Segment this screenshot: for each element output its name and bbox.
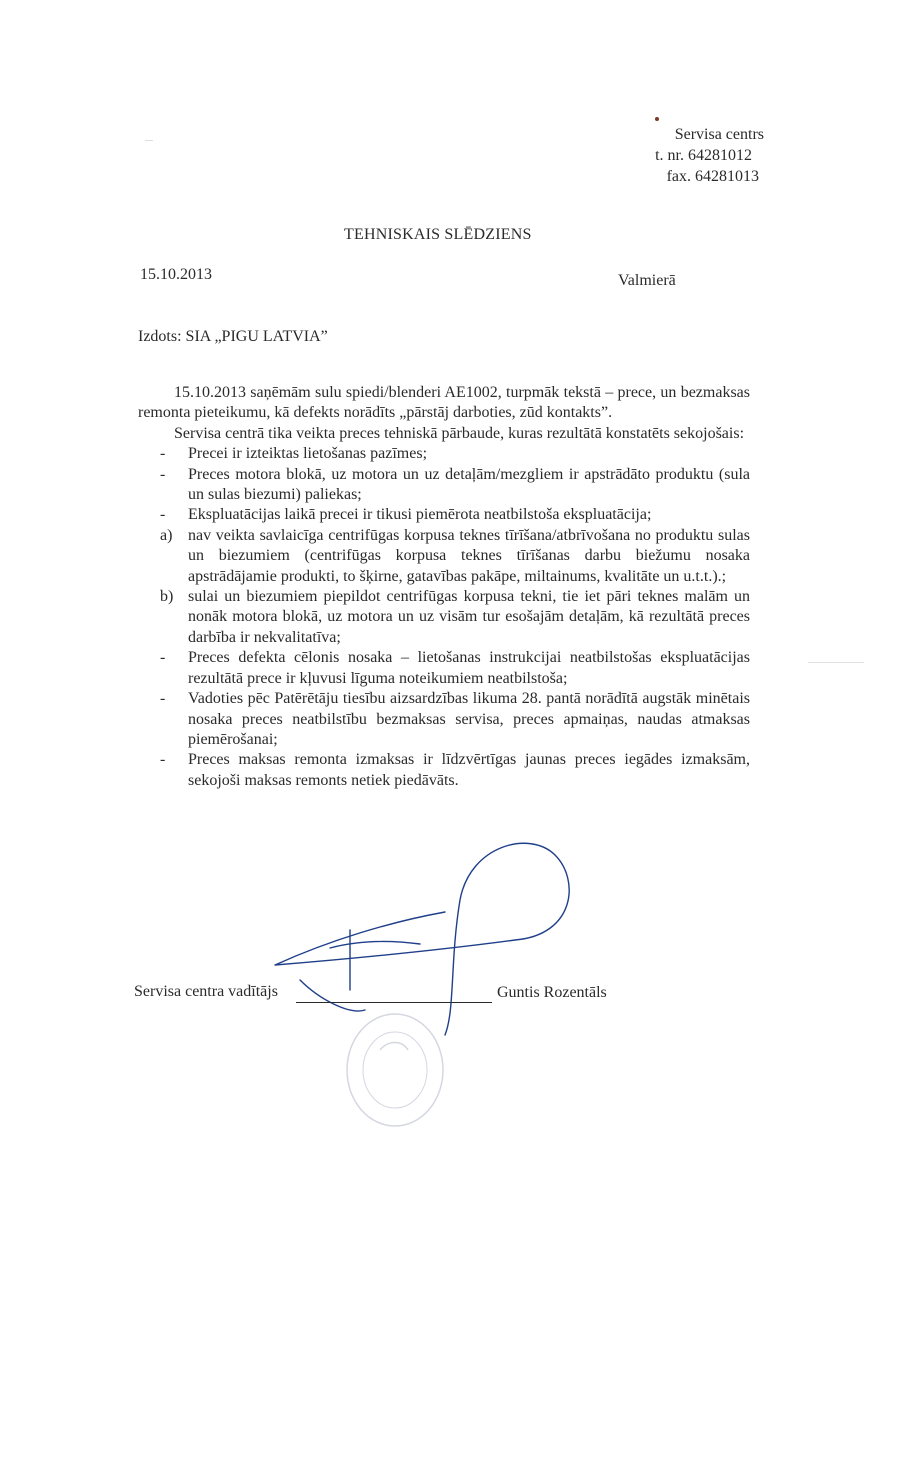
list-text: sulai un biezumiem piepildot centrifūgas korpusa tekni, tie iet pāri teknes malām un nonāk motora blokā, uz motora un uz visām tur esošajām detaļām, kā rezultātā preces darbība ir nekvalitatīva; (188, 588, 750, 646)
list-item (138, 444, 750, 464)
check-paragraph: Servisa centrā tika veikta preces tehniskā pārbaude, kuras rezultātā konstatēts sekojošais: (174, 424, 745, 442)
list-text: Precei ir izteiktas lietošanas pazīmes; (188, 445, 428, 463)
list-text: nav veikta savlaicīga centrifūgas korpusa teknes tīrīšana/atbrīvošana no produktu sulas un biezumiem (centrifūgas korpusa teknes tīrīšanas darbu biežumu nosaka apstrādājamie produkti, to šķirne, gatavības pakāpe, miltainums, kvalitāte un u.t.t.).; (188, 526, 750, 585)
document-body (138, 383, 750, 791)
document-date: 15.10.2013 (140, 266, 212, 283)
list-item (138, 689, 750, 750)
document-place: Valmierā (618, 272, 676, 289)
stamp-icon (340, 1010, 450, 1130)
list-item (138, 526, 750, 587)
list-mark: - (160, 690, 166, 708)
document-title: TEHNISKAIS SLĒDZIENS (344, 226, 532, 243)
header-line-phone: t. nr. 64281012 (655, 147, 752, 164)
list-text: Ekspluatācijas laikā precei ir tikusi piemērota neatbilstoša ekspluatācija; (188, 506, 652, 524)
list-mark: - (160, 445, 166, 463)
issued-to: Izdots: SIA „PIGU LATVIA” (138, 328, 328, 345)
intro-paragraph: 15.10.2013 saņēmām sulu spiedi/blenderi AE1002, turpmāk tekstā – prece, un bezmaksas remonta pieteikumu, kā defekts norādīts „pārstāj darboties, zūd kontakts”. (138, 384, 750, 422)
signatory-name: Guntis Rozentāls (497, 984, 607, 1001)
signature-label: Servisa centra vadītājs (134, 983, 278, 1000)
list-mark: - (160, 465, 166, 483)
list-mark: b) (160, 588, 174, 606)
service-center-header (642, 124, 792, 187)
list-item (138, 505, 750, 525)
list-text: Vadoties pēc Patērētāju tiesību aizsardzības likuma 28. pantā norādītā augstāk minētais nosaka preces neatbilstību bezmaksas servisa, preces apmaiņas, naudas atmaksas piemērošanai; (188, 690, 750, 748)
list-text: Preces motora blokā, uz motora un uz detaļām/mezgliem ir apstrādāto produktu (sula un sulas biezumi) paliekas; (188, 465, 750, 504)
list-mark: - (160, 649, 166, 667)
header-line-name: Servisa centrs (674, 126, 764, 143)
list-item (138, 587, 750, 648)
list-text: Preces maksas remonta izmaksas ir līdzvērtīgas jaunas preces iegādes izmaksām, sekojoši maksas remonts netiek piedāvāts. (188, 751, 750, 789)
header-line-fax: fax. 64281013 (666, 168, 759, 185)
list-item (138, 648, 750, 689)
scan-mark (808, 662, 864, 663)
list-item (138, 750, 750, 791)
list-text: Preces defekta cēlonis nosaka – lietošanas instrukcijai neatbilstošas ekspluatācijas rezultātā prece ir kļuvusi līguma noteikumiem neatbilstoša; (188, 649, 750, 687)
list-mark: a) (160, 526, 173, 544)
list-item (138, 465, 750, 506)
list-mark: - (160, 751, 166, 769)
signature-line (296, 1002, 492, 1003)
list-mark: - (160, 506, 166, 524)
ink-dot (655, 117, 659, 121)
scan-mark (145, 140, 153, 141)
